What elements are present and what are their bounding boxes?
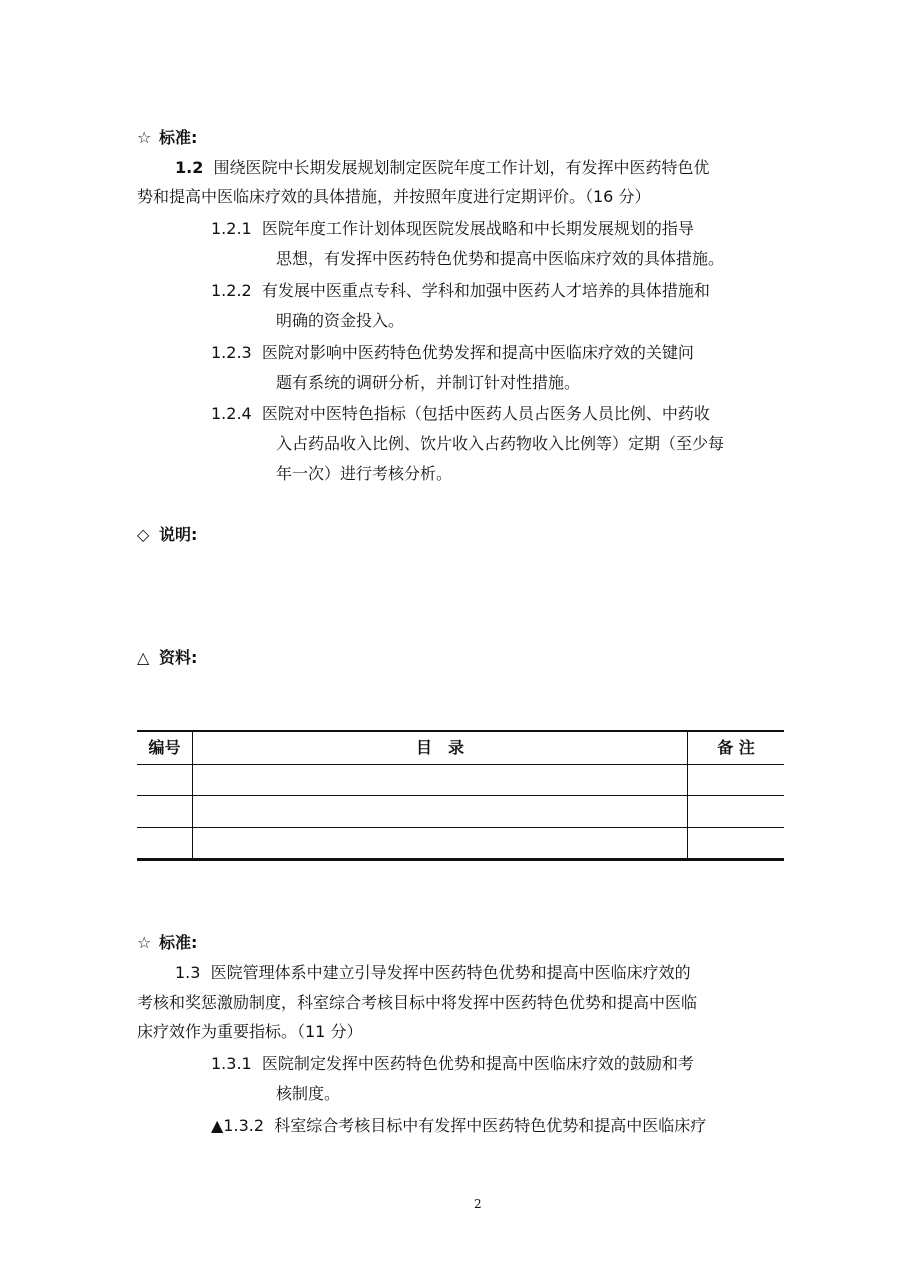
item-text: 围绕医院中长期发展规划制定医院年度工作计划，有发挥中医药特色优 bbox=[213, 158, 710, 177]
item-number: 1.2 bbox=[175, 158, 204, 177]
materials-table bbox=[137, 730, 784, 861]
table-header-number: 编号 bbox=[148, 738, 181, 757]
subitem-1-2-1-line1 bbox=[211, 219, 694, 239]
subitem-number: ▲1.3.2 bbox=[211, 1116, 265, 1135]
standard-heading-2 bbox=[137, 933, 197, 953]
subitem-1-2-3-line2: 题有系统的调研分析，并制订针对性措施。 bbox=[276, 373, 581, 392]
star-icon: ☆ bbox=[137, 933, 152, 952]
subitem-1-2-1-line2: 思想，有发挥中医药特色优势和提高中医临床疗效的具体措施。 bbox=[276, 249, 725, 268]
star-icon: ☆ bbox=[137, 128, 152, 147]
subitem-number: 1.2.4 bbox=[211, 404, 252, 423]
explanation-heading bbox=[137, 525, 197, 545]
subitem-1-3-1-line1 bbox=[211, 1054, 694, 1074]
subitem-text: 医院对中医特色指标（包括中医药人员占医务人员比例、中药收 bbox=[261, 404, 710, 423]
page-number: 2 bbox=[474, 1197, 482, 1211]
triangle-icon: △ bbox=[137, 648, 150, 667]
materials-heading bbox=[137, 648, 197, 668]
subitem-text: 有发展中医重点专科、学科和加强中医药人才培养的具体措施和 bbox=[261, 281, 710, 300]
subitem-1-2-3-line1 bbox=[211, 343, 694, 363]
subitem-1-2-2-line2: 明确的资金投入。 bbox=[276, 311, 405, 330]
subitem-1-2-4-line3: 年一次）进行考核分析。 bbox=[276, 464, 453, 483]
item-1-2-line2: 势和提高中医临床疗效的具体措施，并按照年度进行定期评价。（16 分） bbox=[137, 187, 651, 206]
standard-label: 标准: bbox=[159, 128, 198, 147]
subitem-number: 1.2.3 bbox=[211, 343, 252, 362]
materials-label: 资料: bbox=[159, 648, 198, 667]
table-header-contents: 目 录 bbox=[415, 738, 464, 757]
subitem-1-3-1-line2: 核制度。 bbox=[276, 1084, 341, 1103]
subitem-text: 医院制定发挥中医药特色优势和提高中医临床疗效的鼓励和考 bbox=[261, 1054, 694, 1073]
item-1-2-line1 bbox=[175, 158, 710, 178]
item-number: 1.3 bbox=[175, 963, 201, 982]
subitem-text: 医院年度工作计划体现医院发展战略和中长期发展规划的指导 bbox=[261, 219, 694, 238]
item-1-3-line3: 床疗效作为重要指标。（11 分） bbox=[137, 1022, 363, 1041]
explanation-label: 说明: bbox=[159, 525, 198, 544]
subitem-text: 医院对影响中医药特色优势发挥和提高中医临床疗效的关键问 bbox=[261, 343, 694, 362]
item-1-3-line2: 考核和奖惩激励制度，科室综合考核目标中将发挥中医药特色优势和提高中医临 bbox=[137, 993, 698, 1012]
standard-heading-1 bbox=[137, 128, 197, 148]
subitem-1-2-4-line2: 入占药品收入比例、饮片收入占药物收入比例等）定期（至少每 bbox=[276, 434, 725, 453]
diamond-icon: ◇ bbox=[137, 525, 150, 544]
table-header-remarks: 备 注 bbox=[717, 738, 755, 757]
subitem-number: 1.2.2 bbox=[211, 281, 252, 300]
item-text: 医院管理体系中建立引导发挥中医药特色优势和提高中医临床疗效的 bbox=[210, 963, 691, 982]
subitem-number: 1.2.1 bbox=[211, 219, 252, 238]
standard-label: 标准: bbox=[159, 933, 198, 952]
subitem-text: 科室综合考核目标中有发挥中医药特色优势和提高中医临床疗 bbox=[274, 1116, 707, 1135]
item-1-3-line1 bbox=[175, 963, 691, 983]
subitem-number: 1.3.1 bbox=[211, 1054, 252, 1073]
subitem-1-3-2-line1 bbox=[211, 1116, 706, 1136]
subitem-1-2-4-line1 bbox=[211, 404, 710, 424]
subitem-1-2-2-line1 bbox=[211, 281, 710, 301]
